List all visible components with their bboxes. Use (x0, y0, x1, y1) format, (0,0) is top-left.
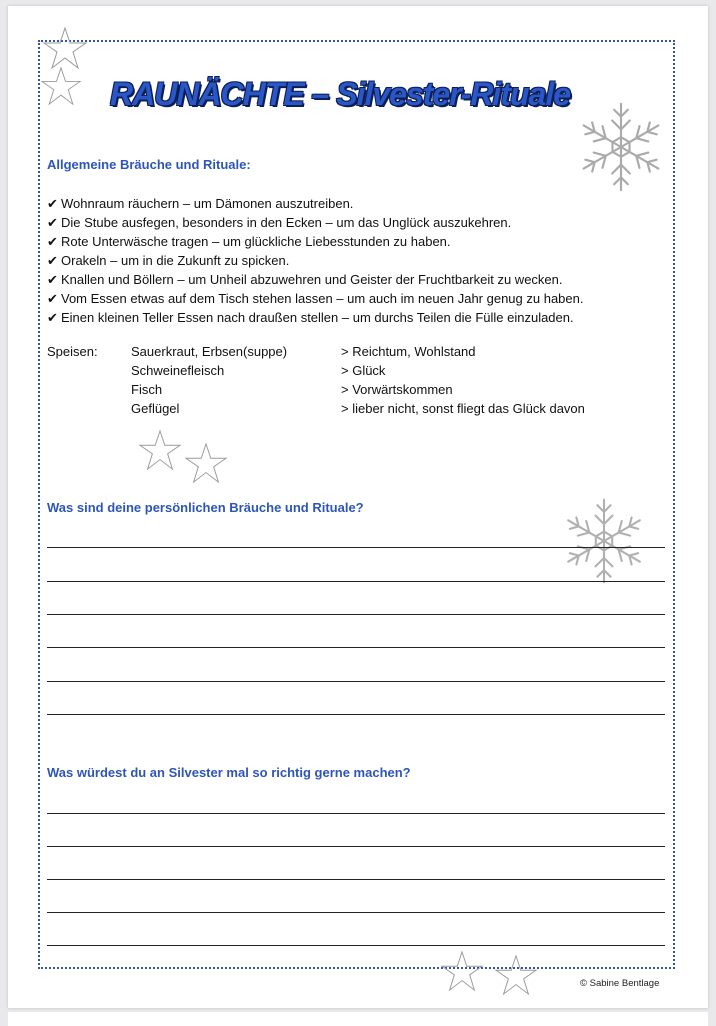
answer-line[interactable] (47, 647, 665, 648)
answer-line[interactable] (47, 714, 665, 715)
answer-line[interactable] (47, 681, 665, 682)
checkmark-icon: ✔ (47, 291, 58, 306)
list-item: ✔ Knallen und Böllern – um Unheil abzuwehren und Geister der Fruchtbarkeit zu wecken. (47, 272, 563, 287)
star-outline-icon (494, 954, 538, 996)
checkmark-icon: ✔ (47, 234, 58, 249)
food-meaning: > lieber nicht, sonst fliegt das Glück davon (341, 401, 585, 416)
checkmark-icon: ✔ (47, 215, 58, 230)
food-meaning: > Vorwärtskommen (341, 382, 453, 397)
answer-line[interactable] (47, 945, 665, 946)
food-name: Sauerkraut, Erbsen(suppe) (131, 344, 288, 359)
star-outline-icon (138, 429, 182, 471)
list-item: ✔ Wohnraum räuchern – um Dämonen auszutreiben. (47, 196, 354, 211)
checkmark-icon: ✔ (47, 196, 58, 211)
list-item: ✔ Vom Essen etwas auf dem Tisch stehen lassen – um auch im neuen Jahr genug zu haben. (47, 291, 584, 306)
answer-line[interactable] (47, 912, 665, 913)
food-label: Speisen: (47, 344, 98, 359)
question-personal-heading: Was sind deine persönlichen Bräuche und Rituale? (47, 500, 364, 515)
checkmark-icon: ✔ (47, 253, 58, 268)
checkmark-icon: ✔ (47, 272, 58, 287)
food-meaning: > Glück (341, 363, 386, 378)
page-title: RAUNÄCHTE – Silvester-Rituale (110, 76, 570, 112)
answer-line[interactable] (47, 581, 665, 582)
food-name: Geflügel (131, 401, 180, 416)
food-meaning: > Reichtum, Wohlstand (341, 344, 476, 359)
section-heading-general: Allgemeine Bräuche und Rituale: (47, 157, 251, 172)
copyright-note: © Sabine Bentlage (580, 978, 660, 989)
list-item: ✔ Einen kleinen Teller Essen nach draußen stellen – um durchs Teilen die Fülle einzuladen. (47, 310, 574, 325)
food-row (47, 380, 667, 399)
snowflake-icon (570, 98, 672, 196)
checkmark-icon: ✔ (47, 310, 58, 325)
list-item: ✔ Die Stube ausfegen, besonders in den Ecken – um das Unglück auszukehren. (47, 215, 512, 230)
answer-line[interactable] (47, 547, 665, 548)
answer-line[interactable] (47, 879, 665, 880)
star-outline-icon (440, 950, 484, 992)
list-item: ✔ Rote Unterwäsche tragen – um glückliche Liebesstunden zu haben. (47, 234, 451, 249)
ritual-list (47, 194, 583, 327)
food-name: Schweinefleisch (131, 363, 225, 378)
food-row (47, 399, 667, 418)
food-row (47, 342, 667, 361)
answer-line[interactable] (47, 614, 665, 615)
food-name: Fisch (131, 382, 163, 397)
food-table (47, 342, 667, 418)
star-outline-icon (42, 26, 88, 70)
snowflake-icon (554, 494, 654, 588)
food-row (47, 361, 667, 380)
list-item: ✔ Orakeln – um in die Zukunft zu spicken. (47, 253, 290, 268)
answer-line[interactable] (47, 813, 665, 814)
star-outline-icon (184, 442, 228, 484)
answer-line[interactable] (47, 846, 665, 847)
question-silvester-heading: Was würdest du an Silvester mal so richtig gerne machen? (47, 765, 411, 780)
